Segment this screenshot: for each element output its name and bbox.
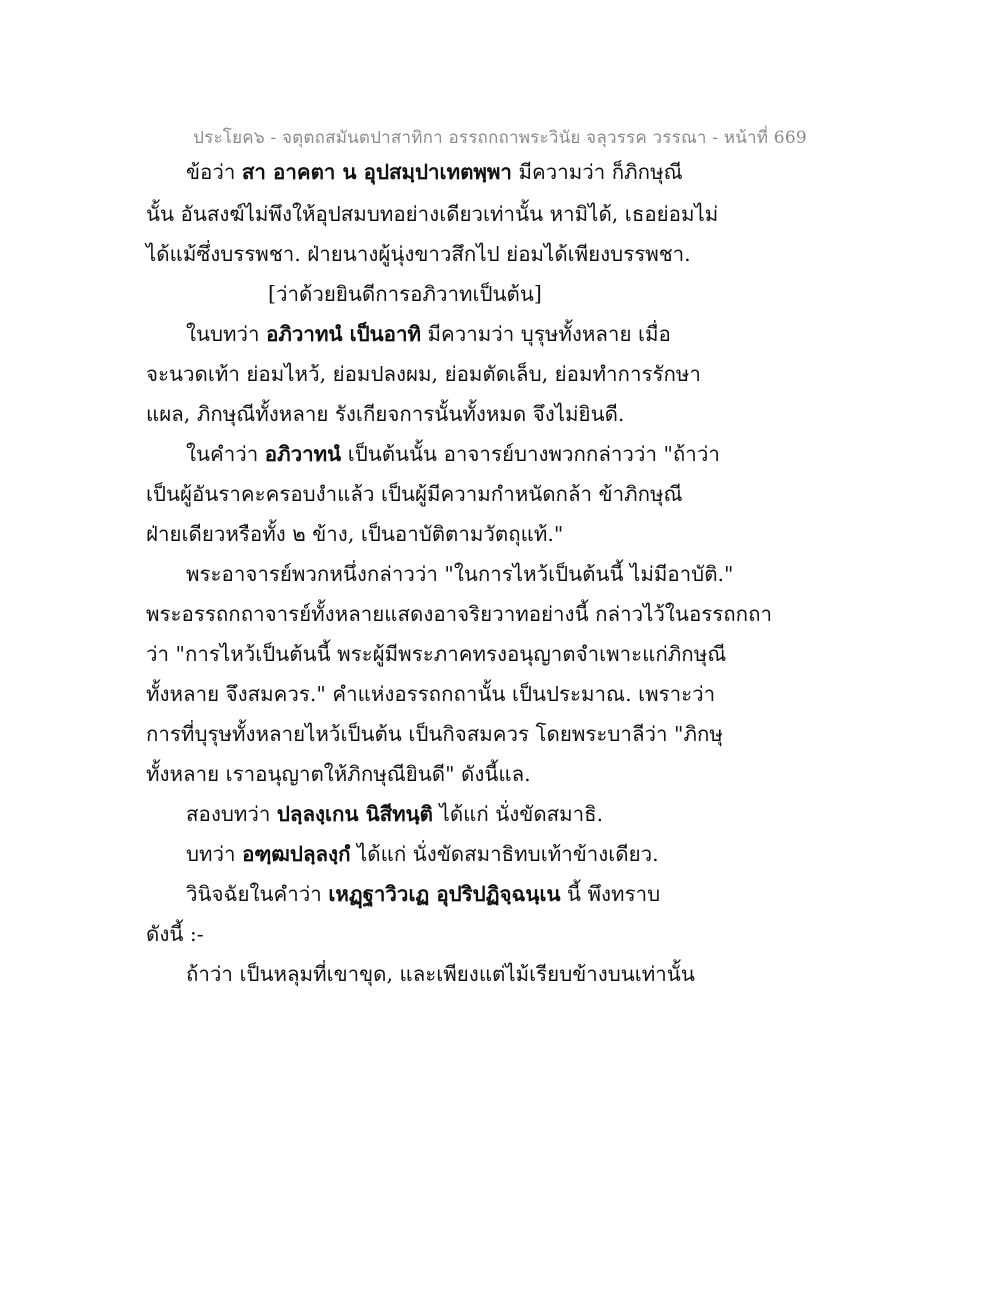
- text-run: ในบทว่า: [186, 322, 267, 346]
- text-run: ทั้งหลาย จึงสมควร." คำแห่งอรรถกถานั้น เป็นประมาณ. เพราะว่า: [146, 682, 716, 706]
- text-run: ทั้งหลาย เราอนุญาตให้ภิกษุณียินดี" ดังนี้แล.: [146, 762, 531, 786]
- text-line-18: [186, 844, 659, 865]
- text-line-17: [186, 804, 603, 825]
- text-run: นั้น อันสงฆ์ไม่พึงให้อุปสมบทอย่างเดียวเท่านั้น หามิได้, เธอย่อมไม่: [146, 202, 719, 226]
- text-line-16: [146, 764, 531, 785]
- text-line-11: [186, 564, 733, 585]
- text-line-10: [146, 524, 563, 545]
- text-run: พระอาจารย์พวกหนึ่งกล่าวว่า "ในการไหว้เป็นต้นนี้ ไม่มีอาบัติ.": [186, 562, 734, 586]
- text-run: ได้แม้ซึ่งบรรพชา. ฝ่ายนางผู้นุ่งขาวสึกไป ย่อมได้เพียงบรรพชา.: [146, 242, 691, 266]
- bold-term: เหฏฺฐาวิวเฏ อุปริปฏิจฺฉนฺเน: [328, 882, 561, 906]
- text-line-6: [146, 364, 701, 385]
- bold-term: อภิวาทนํ: [264, 442, 342, 466]
- text-run: ดังนี้ :-: [146, 922, 204, 946]
- text-run: ได้แก่ นั่งขัดสมาธิ.: [433, 802, 604, 826]
- text-run: วินิจฉัยในคำว่า: [186, 882, 329, 906]
- text-run: ฝ่ายเดียวหรือทั้ง ๒ ข้าง, เป็นอาบัติตามวัตถุแท้.": [146, 522, 564, 546]
- text-run: แผล, ภิกษุณีทั้งหลาย รังเกียจการนั้นทั้งหมด จึงไม่ยินดี.: [146, 402, 625, 426]
- text-run: [ว่าด้วยยินดีการอภิวาทเป็นต้น]: [268, 282, 542, 306]
- text-run: ถ้าว่า เป็นหลุมที่เขาขุด, และเพียงแต่ไม้เรียบข้างบนเท่านั้น: [186, 962, 695, 986]
- text-line-14: [146, 684, 715, 705]
- text-line-20: [146, 924, 204, 945]
- text-line-12: [146, 604, 772, 625]
- text-line-5: [186, 324, 671, 345]
- text-line-8: [186, 444, 720, 465]
- bold-term: สา อาคตา น อุปสมฺปาเทตพฺพา: [241, 160, 512, 184]
- text-run: ได้แก่ นั่งขัดสมาธิทบเท้าข้างเดียว.: [350, 842, 659, 866]
- text-line-21: [186, 964, 695, 985]
- text-line-2: [146, 204, 718, 225]
- text-run: เป็นต้นนั้น อาจารย์บางพวกกล่าวว่า "ถ้าว่า: [341, 442, 720, 466]
- bold-term: ปลฺลงฺเกน นิสีทนฺติ: [276, 802, 433, 826]
- text-run: มีความว่า บุรุษทั้งหลาย เมื่อ: [420, 322, 671, 346]
- text-run: นี้ พึงทราบ: [560, 882, 661, 906]
- text-line-15: [146, 724, 723, 745]
- text-line-3: [146, 244, 691, 265]
- page-header: ประโยค๖ - จตุตถสมันตปาสาทิกา อรรถกถาพระวินัย จลุวรรค วรรณา - หน้าที่ 669: [193, 128, 807, 148]
- text-line-19: [186, 884, 660, 905]
- bold-term: อฑฺฒปลฺลงฺกํ: [242, 842, 351, 866]
- text-line-7: [146, 404, 624, 425]
- text-run: เป็นผู้อันราคะครอบงำแล้ว เป็นผู้มีความกำหนัดกล้า ข้าภิกษุณี: [146, 482, 683, 506]
- text-line-1: [186, 162, 683, 183]
- text-line-13: [146, 644, 726, 665]
- text-run: การที่บุรุษทั้งหลายไหว้เป็นต้น เป็นกิจสมควร โดยพระบาลีว่า "ภิกษุ: [146, 722, 723, 746]
- text-line-9: [146, 484, 683, 505]
- text-run: บทว่า: [186, 842, 243, 866]
- text-run: พระอรรถกถาจารย์ทั้งหลายแสดงอาจริยวาทอย่างนี้ กล่าวไว้ในอรรถกถา: [146, 602, 773, 626]
- section-heading: [268, 284, 542, 305]
- text-run: จะนวดเท้า ย่อมไหว้, ย่อมปลงผม, ย่อมตัดเล็บ, ย่อมทำการรักษา: [146, 362, 701, 386]
- text-run: มีความว่า ก็ภิกษุณี: [511, 160, 683, 184]
- text-run: ข้อว่า: [186, 160, 242, 184]
- text-run: สองบทว่า: [186, 802, 277, 826]
- text-run: ว่า "การไหว้เป็นต้นนี้ พระผู้มีพระภาคทรงอนุญาตจำเพาะแก่ภิกษุณี: [146, 642, 727, 666]
- bold-term: อภิวาทนํ เป็นอาทิ: [266, 322, 421, 346]
- text-run: ในคำว่า: [186, 442, 265, 466]
